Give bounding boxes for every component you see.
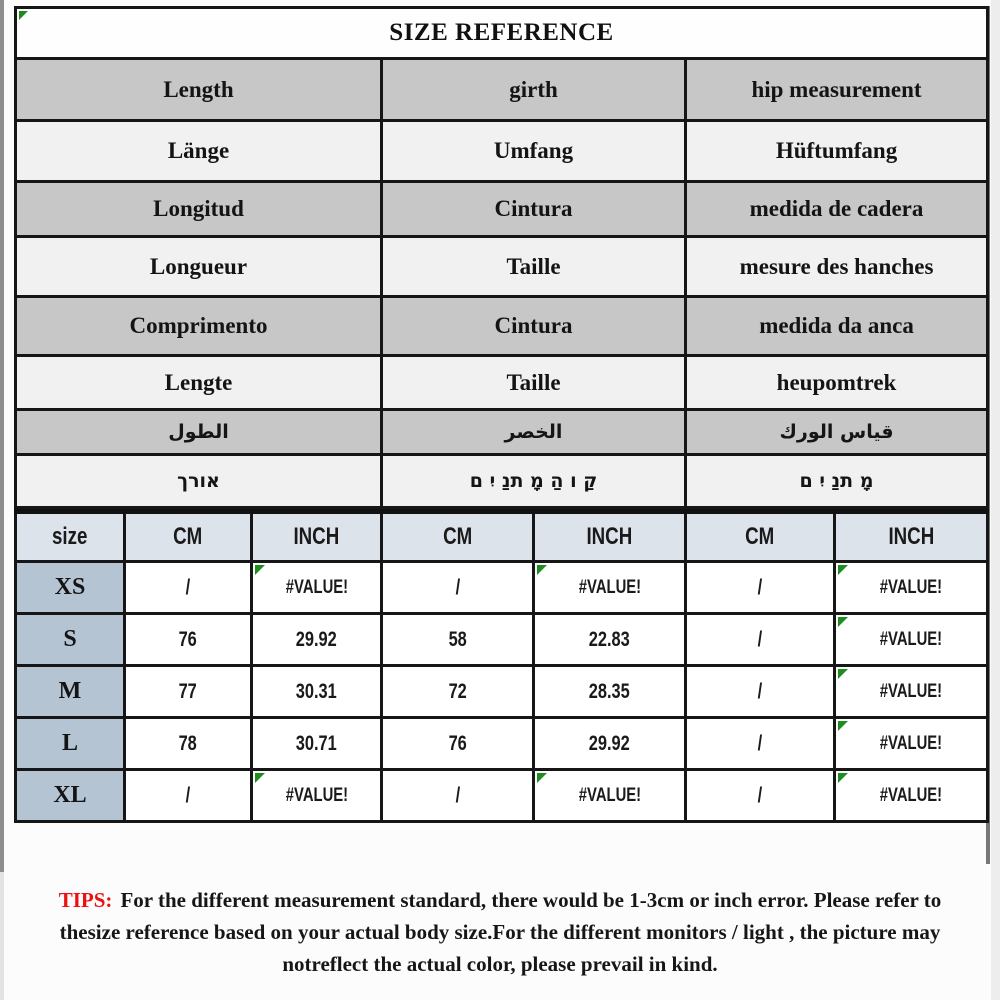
lang-row-hebrew [16, 455, 988, 508]
size-label-cell [16, 770, 125, 822]
lang-label: Lengte [164, 369, 233, 395]
size-row-m [16, 666, 988, 718]
lang-cell [382, 237, 686, 297]
lang-row [16, 237, 988, 297]
value-cell [686, 666, 835, 718]
value-cell [534, 614, 686, 666]
cell-value: / [757, 679, 763, 703]
cell-value: / [455, 575, 460, 599]
lang-row [16, 59, 988, 121]
lang-label: hip measurement [751, 76, 922, 102]
lang-cell [16, 410, 382, 455]
value-cell [686, 770, 835, 822]
error-marker-icon [19, 11, 28, 20]
lang-cell [16, 455, 382, 508]
lang-cell [382, 182, 686, 237]
size-label: S [63, 626, 77, 652]
error-marker-icon [537, 565, 547, 575]
error-marker-icon [838, 773, 848, 783]
lang-label: Umfang [493, 138, 574, 163]
tips-note [0, 884, 1000, 980]
lang-cell [382, 297, 686, 356]
cell-value: / [185, 783, 191, 807]
value-cell [382, 718, 534, 770]
error-marker-icon [255, 565, 265, 575]
cell-value: #VALUE! [578, 784, 641, 806]
lang-label: Length [163, 76, 234, 102]
error-marker-icon [838, 565, 848, 575]
cm-col-header [686, 512, 835, 562]
size-label-cell [16, 718, 125, 770]
left-edge-strip [0, 0, 4, 872]
value-cell [534, 666, 686, 718]
cell-value: 29.92 [589, 731, 630, 755]
value-cell [125, 666, 252, 718]
title-cell [16, 8, 988, 59]
lang-cell [686, 121, 988, 182]
lang-label: medida de cadera [749, 196, 924, 221]
size-row-xl [16, 770, 988, 822]
inch-col-header [534, 512, 686, 562]
cell-value: / [757, 575, 763, 599]
lang-cell [16, 59, 382, 121]
error-value-cell [835, 666, 988, 718]
lang-cell [686, 297, 988, 356]
error-marker-icon [537, 773, 547, 783]
lang-label: Taille [506, 253, 561, 279]
lang-cell [16, 237, 382, 297]
size-values-table [14, 509, 989, 823]
error-marker-icon [255, 773, 265, 783]
size-label: XS [54, 574, 86, 600]
lang-label: mesure des hanches [739, 253, 934, 279]
cell-value: 22.83 [589, 627, 630, 651]
cell-value: #VALUE! [285, 576, 348, 598]
value-cell [686, 614, 835, 666]
lang-label: Comprimento [129, 313, 268, 338]
col-header-label: CM [442, 523, 473, 550]
lang-cell [382, 410, 686, 455]
value-cell [125, 770, 252, 822]
cell-value: / [757, 731, 763, 755]
lang-row [16, 356, 988, 410]
error-value-cell [534, 770, 686, 822]
cell-value: #VALUE! [879, 732, 943, 754]
error-value-cell [835, 614, 988, 666]
lang-label: الطول [168, 421, 229, 443]
value-cell [252, 614, 382, 666]
cell-value: 58 [448, 627, 467, 651]
error-marker-icon [838, 617, 848, 627]
language-header-table [14, 6, 989, 509]
value-cell [252, 666, 382, 718]
lang-label: מָ תנַ יִ ם [799, 470, 874, 492]
cm-col-header [382, 512, 534, 562]
title-row [16, 8, 988, 59]
lang-cell [382, 356, 686, 410]
lang-cell [382, 59, 686, 121]
error-marker-icon [838, 721, 848, 731]
error-value-cell [252, 562, 382, 614]
value-cell [686, 562, 835, 614]
error-value-cell [835, 770, 988, 822]
lang-cell [686, 356, 988, 410]
lang-cell [686, 237, 988, 297]
value-cell [686, 718, 835, 770]
cell-value: / [185, 575, 191, 599]
value-cell [252, 718, 382, 770]
size-reference-table [14, 6, 986, 823]
size-row-l [16, 718, 988, 770]
tips-line: notreflect the actual color, please prevail in kind. [282, 952, 718, 976]
cell-value: / [757, 627, 763, 651]
cell-value: #VALUE! [879, 680, 943, 702]
lang-cell [16, 297, 382, 356]
col-header-label: INCH [888, 523, 934, 550]
cell-value: 30.31 [296, 679, 337, 703]
lang-label: Cintura [494, 313, 573, 338]
lang-label: Longueur [149, 253, 248, 279]
lang-row [16, 121, 988, 182]
error-value-cell [835, 718, 988, 770]
size-row-xs [16, 562, 988, 614]
tips-line [0, 884, 1000, 916]
tips-text: For the different measurement standard, there would be 1-3cm or inch error. Please refer to [120, 888, 942, 912]
cell-value: 30.71 [296, 731, 337, 755]
size-label-cell [16, 614, 125, 666]
size-label-cell [16, 562, 125, 614]
size-label: L [61, 730, 78, 756]
value-cell [534, 718, 686, 770]
inch-col-header [252, 512, 382, 562]
lang-cell [686, 59, 988, 121]
lang-cell [16, 356, 382, 410]
value-cell [382, 562, 534, 614]
lang-label: الخصر [504, 421, 563, 443]
lang-row [16, 182, 988, 237]
lang-cell [686, 410, 988, 455]
lang-label: אורך [177, 470, 220, 492]
col-header-label: CM [173, 523, 203, 550]
col-header-label: INCH [293, 523, 340, 550]
cm-col-header [125, 512, 252, 562]
cell-value: / [757, 783, 763, 807]
lang-cell [382, 121, 686, 182]
value-cell [382, 770, 534, 822]
size-label: M [58, 678, 82, 704]
cell-value: / [455, 783, 460, 807]
error-value-cell [252, 770, 382, 822]
cell-value: 72 [448, 679, 467, 703]
lang-label: girth [509, 76, 558, 102]
cell-value: #VALUE! [879, 576, 943, 598]
lang-cell [16, 121, 382, 182]
lang-cell [382, 455, 686, 508]
cell-value: 76 [178, 627, 198, 651]
cell-value: #VALUE! [285, 784, 348, 806]
tips-line: thesize reference based on your actual body size.For the different monitors / light , the picture may [59, 920, 941, 944]
col-header-label: INCH [586, 523, 633, 550]
lang-cell [16, 182, 382, 237]
cell-value: 28.35 [589, 679, 630, 703]
lang-row-arabic [16, 410, 988, 455]
right-edge-strip [991, 0, 1000, 1000]
value-cell [125, 614, 252, 666]
inch-col-header [835, 512, 988, 562]
error-value-cell [534, 562, 686, 614]
size-row-s [16, 614, 988, 666]
size-col-header [16, 512, 125, 562]
lang-label: قياس الورك [779, 421, 894, 443]
lang-label: medida da anca [759, 313, 914, 338]
lang-label: Taille [506, 369, 561, 395]
cell-value: #VALUE! [578, 576, 641, 598]
size-table-header-row [16, 512, 988, 562]
value-cell [125, 562, 252, 614]
lang-label: Hüftumfang [775, 138, 898, 163]
lang-label: Longitud [153, 196, 244, 221]
error-value-cell [835, 562, 988, 614]
cell-value: #VALUE! [879, 628, 943, 650]
value-cell [382, 614, 534, 666]
cell-value: 78 [178, 731, 198, 755]
size-label: XL [53, 782, 87, 808]
cell-value: 76 [448, 731, 467, 755]
value-cell [125, 718, 252, 770]
lang-label: קַ ו הַ מָ תנַ יִ ם [469, 470, 598, 492]
value-cell [382, 666, 534, 718]
cell-value: 77 [178, 679, 198, 703]
page-title: SIZE REFERENCE [389, 19, 614, 46]
lang-label: Länge [167, 138, 230, 163]
col-header-label: CM [745, 523, 775, 550]
size-label-cell [16, 666, 125, 718]
lang-label: heupomtrek [776, 369, 897, 395]
cell-value: #VALUE! [879, 784, 943, 806]
lang-label: Cintura [494, 196, 573, 221]
lang-cell [686, 455, 988, 508]
lang-cell [686, 182, 988, 237]
lang-row [16, 297, 988, 356]
tips-label: TIPS: [58, 888, 113, 912]
cell-value: 29.92 [296, 627, 337, 651]
error-marker-icon [838, 669, 848, 679]
col-header-label: size [52, 523, 88, 550]
